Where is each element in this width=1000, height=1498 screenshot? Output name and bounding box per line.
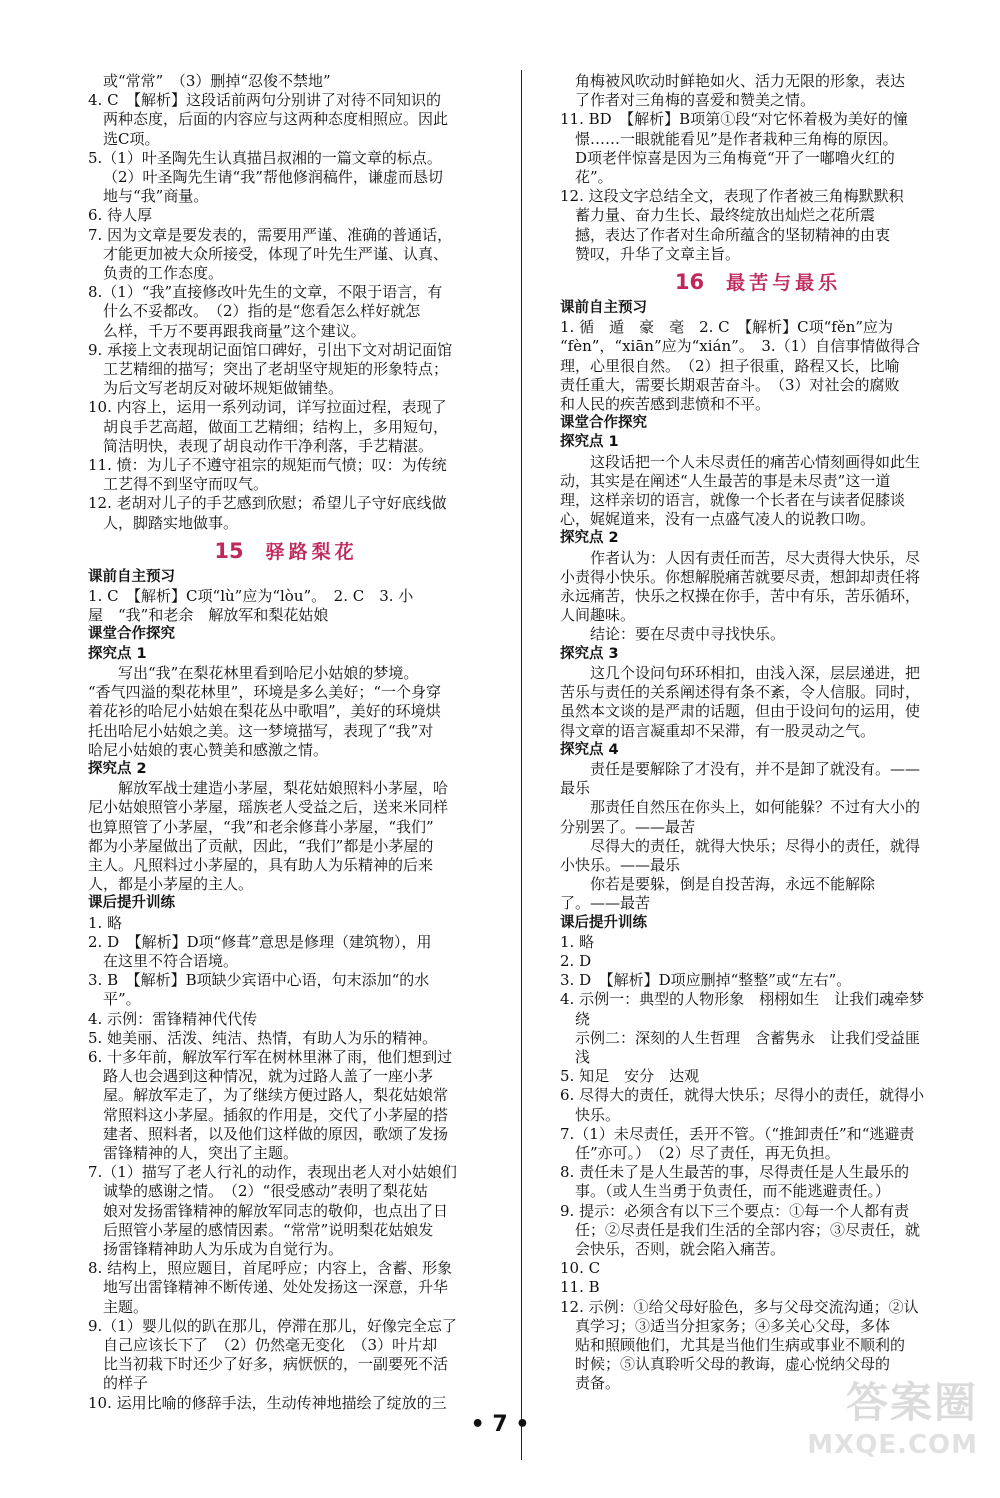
text-line: 4. C 【解析】这段话前两句分别讲了对待不同知识的 [88, 91, 442, 110]
section-heading: 探究点 1 [560, 434, 619, 451]
text-line: 主人。凡照料过小茅屋的，具有助人为乐精神的后来 [88, 855, 434, 874]
text-line: 人，都是小茅屋的主人。 [88, 875, 254, 894]
text-line: 浅 [575, 1047, 591, 1066]
text-line: 绕 [575, 1009, 591, 1028]
text-line: 永远痛苦，快乐之权操在你手，苦中有乐，苦乐循环， [560, 587, 921, 606]
text-line: 尽得大的责任，就得大快乐；尽得小的责任，就得 [590, 836, 921, 855]
text-line: 真学习；③适当分担家务；④多关心父母，多体 [575, 1316, 891, 1335]
text-line: 10. 运用比喻的修辞手法，生动传神地描绘了绽放的三 [88, 1393, 447, 1412]
text-line: 着花衫的哈尼小姑娘在梨花丛中歌唱”，美好的环境烘 [88, 702, 441, 721]
text-line: 路人也会遇到这种情况，就为过路人盖了一座小茅 [103, 1067, 434, 1086]
text-line: 1. 循 遁 豪 毫 2. C 【解析】C项“fěn”应为 [560, 318, 894, 337]
text-line: 常照料这小茅屋。插叙的作用是，交代了小茅屋的搭 [103, 1105, 449, 1124]
text-line: 工艺精细的描写；突出了老胡坚守规矩的形象特点； [103, 360, 449, 379]
section-heading: 课前自主预习 [560, 300, 647, 317]
lesson-heading [560, 270, 956, 295]
text-line: 2. D 【解析】D项“修葺”意思是修理（建筑物），用 [88, 932, 432, 951]
text-line: 小快乐。——最乐 [560, 855, 681, 874]
text-line: 为后文写老胡反对破坏规矩做铺垫。 [103, 379, 344, 398]
text-line: 1. 略 [88, 913, 123, 932]
text-line: 诚挚的感谢之情。 （2）“很受感动”表明了梨花姑 [103, 1182, 428, 1201]
text-line: 9. 承接上文表现胡记面馆口碑好，引出下文对胡记面馆 [88, 340, 453, 359]
text-line: 2. D [560, 951, 592, 970]
text-line: 憬……一眼就能看见”是作者栽种三角梅的原因。 [575, 129, 898, 148]
text-line: （2）叶圣陶先生请“我”帮他修润稿件，谦虚而恳切 [103, 168, 443, 187]
lesson-heading [88, 539, 484, 564]
text-line: 了。——最苦 [560, 894, 651, 913]
text-line: 10. 内容上，运用一系列动词，详写拉面过程，表现了 [88, 398, 447, 417]
text-line: 都为小茅屋做出了贡献，因此，“我们”都是小茅屋的 [88, 836, 434, 855]
text-line: 那责任自然压在你头上，如何能躲？不过有大小的 [590, 798, 921, 817]
lesson-title: 最苦与最乐 [726, 272, 842, 295]
text-line: 5. 她美丽、活泼、纯洁、热情，有助人为乐的精神。 [88, 1028, 438, 1047]
text-line: 哈尼小姑娘的衷心赞美和感激之情。 [88, 740, 329, 759]
section-heading: 探究点 4 [560, 741, 619, 758]
text-line: 11. 愤：为儿子不遵守祖宗的规矩而气愤；叹：为传统 [88, 456, 447, 475]
text-line: 比当初栽下时还少了好多，病恹恹的，一副要死不活 [103, 1355, 449, 1374]
page-number: • 7 • [470, 1412, 530, 1437]
text-line: “fèn”，“xiān”应为“xián”。 3.（1）自信事情做得合 [560, 337, 921, 356]
text-line: 任；②尽责任是我们生活的全部内容；③尽责任，就 [575, 1220, 921, 1239]
section-heading: 课后提升训练 [88, 895, 175, 912]
text-line: 理，这样亲切的语言，就像一个长者在与读者促膝谈 [560, 491, 906, 510]
text-line: 8.（1）“我”直接修改叶先生的文章，不限于语言，有 [88, 283, 443, 302]
text-line: 了作者对三角梅的喜爱和赞美之情。 [575, 91, 816, 110]
text-line: 7.（1）描写了老人行礼的动作，表现出老人对小姑娘们 [88, 1163, 457, 1182]
text-line: 托出哈尼小姑娘之美。这一梦境描写，表现了“我”对 [88, 721, 434, 740]
text-line: 9. 提示：必须含有以下三个要点：①每一个人都有责 [560, 1201, 910, 1220]
text-line: 3. B 【解析】B项缺少宾语中心语，句末添加“的水 [88, 971, 430, 990]
text-line: 胡良手艺高超，做面工艺精细；结构上，多用短句， [103, 417, 449, 436]
section-heading: 课前自主预习 [88, 568, 175, 585]
text-line: 分别罢了。——最苦 [560, 817, 696, 836]
text-line: 责任重大，需要长期艰苦奋斗。 （3）对社会的腐败 [560, 375, 900, 394]
text-line: 9.（1）婴儿似的趴在那儿，停滞在那儿，好像完全忘了 [88, 1316, 457, 1335]
text-line: 责备。 [575, 1374, 621, 1393]
text-line: 虽然本文谈的是严肃的话题，但由于设问句的运用，使 [560, 702, 921, 721]
watermark-logo [768, 1370, 978, 1480]
text-line: 结论：要在尽责中寻找快乐。 [590, 625, 786, 644]
right-column [560, 72, 956, 1394]
text-line: 这几个设问句环环相扣，由浅入深，层层递进，把 [590, 663, 921, 682]
text-line: 动，其实是在阐述“人生最苦的事是未尽责”这一道 [560, 471, 891, 490]
text-line: 蓄力量、奋力生长、最终绽放出灿烂之花所震 [575, 206, 876, 225]
text-line: 5.（1）叶圣陶先生认真描吕叔湘的一篇文章的标点。 [88, 148, 442, 167]
text-line: 4. 示例一：典型的人物形象 栩栩如生 让我们魂牵梦 [560, 990, 925, 1009]
text-line: 8. 责任未了是人生最苦的事，尽得责任是人生最乐的 [560, 1163, 910, 1182]
text-line: 人间趣味。 [560, 606, 636, 625]
text-line: 写出“我”在梨花林里看到哈尼小姑娘的梦境。 [118, 663, 419, 682]
text-line: “香气四溢的梨花林里”，环境是多么美好；“一个身穿 [88, 683, 442, 702]
text-line: 示例二：深刻的人生哲理 含蓄隽永 让我们受益匪 [575, 1028, 921, 1047]
section-heading: 课堂合作探究 [88, 626, 175, 643]
text-line: 8. 结构上，照应题目，首尾呼应；内容上，含蓄、形象 [88, 1259, 453, 1278]
section-heading: 探究点 2 [560, 530, 619, 547]
text-line: 或“常常” （3）删掉“忍俊不禁地” [103, 72, 331, 90]
text-line: 什么不妥都改。 （2）指的是“您看怎么样好就怎 [103, 302, 421, 321]
watermark-url: MXQE.COM [807, 1430, 978, 1460]
text-line: 在这里不符合语境。 [103, 951, 239, 970]
text-line: 这段话把一个人未尽责任的痛苦心情刻画得如此生 [590, 452, 921, 471]
text-line: 主题。 [103, 1297, 149, 1316]
text-line: 任”亦可。） （2）尽了责任，再无负担。 [575, 1143, 840, 1162]
text-line: 扬雷锋精神助人为乐成为自觉行为。 [103, 1239, 344, 1258]
text-line: 么样，千万不要再跟我商量”这个建议。 [103, 321, 366, 340]
text-line: 简洁明快，表现了胡良动作干净利落，手艺精湛。 [103, 436, 434, 455]
text-line: 花”。 [575, 168, 613, 187]
text-line: 5. 知足 安分 达观 [560, 1067, 700, 1086]
text-line: 赞叹，升华了文章主旨。 [575, 244, 741, 263]
section-heading: 课堂合作探究 [560, 415, 647, 432]
watermark-text: 答案圈 [845, 1378, 978, 1427]
text-line: 选C项。 [103, 129, 160, 148]
text-line: 贴和照顾他们，尤其是当他们生病或事业不顺利的 [575, 1336, 906, 1354]
text-line: 屋 “我”和老余 解放军和梨花姑娘 [88, 606, 329, 625]
text-line: 地写出雷锋精神不断传递、处处发扬这一深意，升华 [103, 1278, 449, 1297]
text-line: 工艺得不到坚守而叹气。 [103, 475, 269, 494]
text-line: 10. C [560, 1259, 601, 1278]
section-heading: 探究点 2 [88, 760, 147, 777]
text-line: 6. 十多年前，解放军行军在树林里淋了雨，他们想到过 [88, 1047, 453, 1066]
text-line: 责任是要解除了才没有，并不是卸了就没有。—— [590, 759, 921, 778]
text-line: 才能更加被大众所接受，体现了叶先生严谨、认真、 [103, 244, 449, 263]
text-line: 事。（或人生当勇于负责任，而不能逃避责任。） [575, 1182, 891, 1201]
text-line: 12. 这段文字总结全文，表现了作者被三角梅默默积 [560, 187, 904, 206]
text-line: 后照管小茅屋的感情因素。“常常”说明梨花姑娘发 [103, 1220, 434, 1239]
text-line: 解放军战士建造小茅屋，梨花姑娘照料小茅屋，哈 [118, 779, 449, 798]
text-line: 屋。解放军走了，为了继续方便过路人，梨花姑娘常 [103, 1086, 449, 1105]
text-line: 苦乐与责任的关系阐述得有条不紊，令人信服。同时， [560, 683, 921, 702]
lesson-title: 驿路梨花 [265, 540, 358, 563]
text-line: 角梅被风吹动时鲜艳如火、活力无限的形象，表达 [575, 72, 906, 90]
text-line: 自己应该长下了 （2）仍然毫无变化 （3）叶片却 [103, 1336, 438, 1354]
section-heading: 探究点 1 [88, 645, 147, 662]
text-line: 撼，表达了作者对生命所蕴含的坚韧精神的由衷 [575, 225, 891, 244]
text-line: 心，娓娓道来，没有一点盛气凌人的说教口吻。 [560, 510, 876, 529]
text-line: 12. 示例：①给父母好脸色，多与父母交流沟通；②认 [560, 1297, 919, 1316]
text-line: 会快乐，否则，就会陷入痛苦。 [575, 1239, 786, 1258]
text-line: 也算照管了小茅屋，“我”和老余修葺小茅屋，“我们” [88, 817, 434, 836]
text-line: 雷锋精神的人，突出了主题。 [103, 1143, 299, 1162]
text-line: 7. 因为文章是要发表的，需要用严谨、准确的普通话， [88, 225, 453, 244]
section-heading: 探究点 3 [560, 645, 619, 662]
text-line: 和人民的疾苦感到悲愤和不平。 [560, 395, 771, 414]
text-line: 负责的工作态度。 [103, 264, 224, 283]
lesson-number: 15 [214, 538, 244, 563]
section-heading: 课后提升训练 [560, 914, 647, 931]
text-line: 人，脚踏实地做事。 [103, 513, 239, 532]
text-line: 小责得小快乐。你想解脱痛苦就要尽责，想卸却责任将 [560, 567, 921, 586]
lesson-number: 16 [674, 270, 705, 295]
text-line: 时候；⑤认真聆听父母的教诲，虚心悦纳父母的 [575, 1355, 891, 1374]
text-line: 12. 老胡对儿子的手艺感到欣慰；希望儿子守好底线做 [88, 494, 447, 513]
text-line: 两种态度，后面的内容应与这两种态度相照应。因此 [103, 110, 449, 129]
text-line: 尼小姑娘照管小茅屋，瑶族老人受益之后，送来米同样 [88, 798, 449, 817]
text-line: 3. D 【解析】D项应删掉“整整”或“左右”。 [560, 971, 852, 990]
text-line: 6. 尽得大的责任，就得大快乐；尽得小的责任，就得小 [560, 1086, 925, 1105]
text-line: 理，心里很自然。 （2）担子很重，路程又长，比喻 [560, 356, 900, 375]
text-line: 平”。 [103, 990, 141, 1009]
text-line: 建者、照料者，以及他们这样做的原因，歌颂了发扬 [103, 1124, 449, 1143]
column-divider [521, 70, 522, 1460]
text-line: 1. 略 [560, 932, 595, 951]
text-line: 得文章的语言凝重却不呆滞，有一股灵动之气。 [560, 721, 876, 740]
text-line: 地与“我”商量。 [103, 187, 209, 206]
text-line: 7.（1）未尽责任，丢开不管。（“推卸责任”和“逃避责 [560, 1124, 915, 1143]
text-line: 11. BD 【解析】B项第①段“对它怀着极为美好的憧 [560, 110, 908, 129]
text-line: 最乐 [560, 779, 591, 798]
left-column [88, 72, 484, 1413]
text-line: 1. C 【解析】C项“lù”应为“lòu”。 2. C 3. 小 [88, 587, 414, 606]
text-line: 的样子 [103, 1374, 149, 1393]
text-line: 4. 示例：雷锋精神代代传 [88, 1009, 258, 1028]
text-line: 作者认为：人因有责任而苦，尽大责得大快乐，尽 [590, 548, 921, 567]
text-line: 6. 待人厚 [88, 206, 153, 225]
text-line: 娘对发扬雷锋精神的解放军同志的敬仰，也点出了日 [103, 1201, 449, 1220]
text-line: 你若是要躲，倒是自投苦海，永远不能解除 [590, 875, 876, 894]
text-line: D项老伴惊喜是因为三角梅竟“开了一嘟噜火红的 [575, 148, 895, 167]
text-line: 11. B [560, 1278, 600, 1297]
text-line: 快乐。 [575, 1105, 621, 1124]
